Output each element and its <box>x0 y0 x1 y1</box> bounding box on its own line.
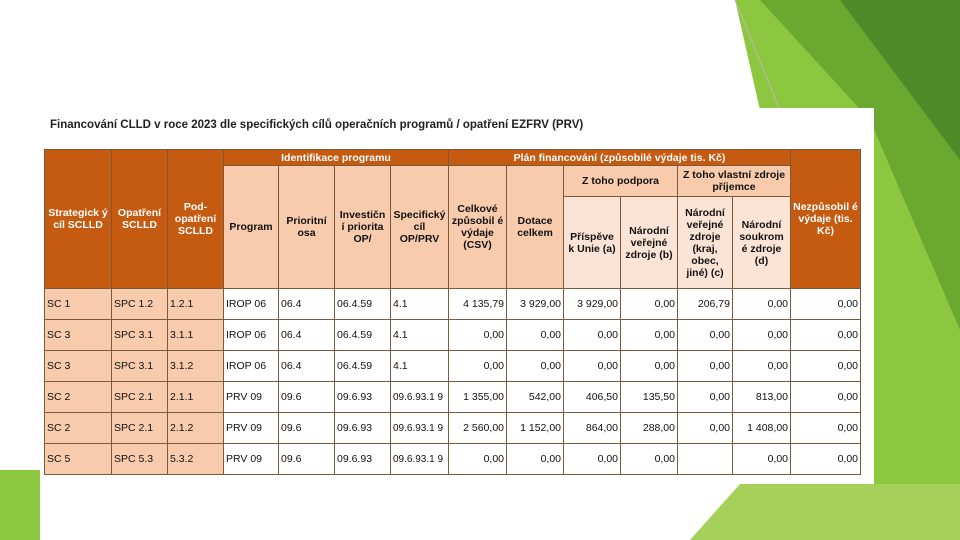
header-investment-priority: Investičn í priorita OP/ <box>335 166 391 289</box>
cell-program: IROP 06 <box>224 320 279 351</box>
header-national-public: Národní veřejné zdroje (b) <box>621 197 678 289</box>
cell-total-eligible: 2 560,00 <box>449 413 507 444</box>
table-row <box>45 320 861 351</box>
cell-subsidy-total: 0,00 <box>507 444 564 475</box>
header-sub-measure: Pod-opatření SCLLD <box>168 150 224 289</box>
cell-national-public-regional <box>678 444 733 475</box>
cell-total-eligible: 0,00 <box>449 320 507 351</box>
cell-investment-priority: 09.6.93 <box>335 413 391 444</box>
cell-subsidy-total: 0,00 <box>507 320 564 351</box>
cell-priority-axis: 09.6 <box>279 444 335 475</box>
cell-goal: SC 2 <box>45 413 112 444</box>
cell-national-public: 288,00 <box>621 413 678 444</box>
table-row <box>45 444 861 475</box>
cell-national-public: 0,00 <box>621 444 678 475</box>
cell-ineligible: 0,00 <box>791 351 861 382</box>
cell-priority-axis: 06.4 <box>279 289 335 320</box>
cell-goal: SC 1 <box>45 289 112 320</box>
cell-national-public-regional: 0,00 <box>678 413 733 444</box>
cell-ineligible: 0,00 <box>791 289 861 320</box>
header-plan-group: Plán financování (způsobilé výdaje tis. Kč) <box>449 150 791 166</box>
cell-measure: SPC 3.1 <box>112 320 168 351</box>
cell-total-eligible: 4 135,79 <box>449 289 507 320</box>
cell-national-public-regional: 0,00 <box>678 351 733 382</box>
header-support-group: Z toho podpora <box>564 166 678 197</box>
cell-specific-goal: 09.6.93.1 9 <box>391 444 449 475</box>
cell-investment-priority: 06.4.59 <box>335 320 391 351</box>
cell-priority-axis: 06.4 <box>279 320 335 351</box>
cell-national-public-regional: 0,00 <box>678 382 733 413</box>
header-national-private: Národní soukrom é zdroje (d) <box>733 197 791 289</box>
cell-subsidy-total: 542,00 <box>507 382 564 413</box>
header-subsidy-total: Dotace celkem <box>507 166 564 289</box>
cell-ineligible: 0,00 <box>791 444 861 475</box>
cell-national-public: 0,00 <box>621 351 678 382</box>
cell-national-public-regional: 206,79 <box>678 289 733 320</box>
cell-sub-measure: 3.1.2 <box>168 351 224 382</box>
header-strategic-goal: Strategick ý cíl SCLLD <box>45 150 112 289</box>
cell-goal: SC 5 <box>45 444 112 475</box>
cell-program: PRV 09 <box>224 444 279 475</box>
cell-goal: SC 3 <box>45 320 112 351</box>
cell-ineligible: 0,00 <box>791 413 861 444</box>
cell-sub-measure: 1.2.1 <box>168 289 224 320</box>
cell-specific-goal: 09.6.93.1 9 <box>391 382 449 413</box>
header-identification-group: Identifikace programu <box>224 150 449 166</box>
header-own-sources-group: Z toho vlastní zdroje příjemce <box>678 166 791 197</box>
cell-subsidy-total: 3 929,00 <box>507 289 564 320</box>
cell-eu-contribution: 864,00 <box>564 413 621 444</box>
cell-priority-axis: 06.4 <box>279 351 335 382</box>
header-priority-axis: Prioritní osa <box>279 166 335 289</box>
header-measure: Opatření SCLLD <box>112 150 168 289</box>
cell-national-private: 813,00 <box>733 382 791 413</box>
cell-program: IROP 06 <box>224 289 279 320</box>
financing-table <box>44 149 861 475</box>
cell-program: PRV 09 <box>224 413 279 444</box>
cell-national-public: 0,00 <box>621 289 678 320</box>
cell-investment-priority: 06.4.59 <box>335 289 391 320</box>
cell-national-private: 0,00 <box>733 351 791 382</box>
cell-national-private: 1 408,00 <box>733 413 791 444</box>
cell-national-public: 0,00 <box>621 320 678 351</box>
cell-subsidy-total: 1 152,00 <box>507 413 564 444</box>
cell-measure: SPC 3.1 <box>112 351 168 382</box>
cell-eu-contribution: 0,00 <box>564 444 621 475</box>
table-row <box>45 289 861 320</box>
cell-specific-goal: 4.1 <box>391 351 449 382</box>
cell-specific-goal: 4.1 <box>391 289 449 320</box>
green-shape-bottom <box>690 484 960 540</box>
cell-eu-contribution: 0,00 <box>564 320 621 351</box>
cell-measure: SPC 2.1 <box>112 382 168 413</box>
table-row <box>45 351 861 382</box>
cell-subsidy-total: 0,00 <box>507 351 564 382</box>
cell-investment-priority: 09.6.93 <box>335 444 391 475</box>
cell-national-public: 135,50 <box>621 382 678 413</box>
cell-measure: SPC 1.2 <box>112 289 168 320</box>
cell-priority-axis: 09.6 <box>279 413 335 444</box>
cell-measure: SPC 2.1 <box>112 413 168 444</box>
cell-eu-contribution: 3 929,00 <box>564 289 621 320</box>
cell-priority-axis: 09.6 <box>279 382 335 413</box>
header-total-eligible: Celkové způsobil é výdaje (CSV) <box>449 166 507 289</box>
cell-national-public-regional: 0,00 <box>678 320 733 351</box>
cell-sub-measure: 2.1.1 <box>168 382 224 413</box>
cell-total-eligible: 1 355,00 <box>449 382 507 413</box>
cell-sub-measure: 5.3.2 <box>168 444 224 475</box>
cell-investment-priority: 06.4.59 <box>335 351 391 382</box>
cell-specific-goal: 4.1 <box>391 320 449 351</box>
cell-national-private: 0,00 <box>733 289 791 320</box>
cell-national-private: 0,00 <box>733 444 791 475</box>
header-ineligible: Nezpůsobil é výdaje (tis. Kč) <box>791 150 861 289</box>
document-title: Financování CLLD v roce 2023 dle specifických cílů operačních programů / opatření EZFRV (PRV) <box>50 119 584 131</box>
cell-program: IROP 06 <box>224 351 279 382</box>
cell-sub-measure: 2.1.2 <box>168 413 224 444</box>
header-national-public-regional: Národní veřejné zdroje (kraj, obec, jiné) (c) <box>678 197 733 289</box>
cell-eu-contribution: 406,50 <box>564 382 621 413</box>
table-row <box>45 382 861 413</box>
cell-program: PRV 09 <box>224 382 279 413</box>
cell-goal: SC 3 <box>45 351 112 382</box>
cell-national-private: 0,00 <box>733 320 791 351</box>
cell-ineligible: 0,00 <box>791 382 861 413</box>
cell-ineligible: 0,00 <box>791 320 861 351</box>
cell-investment-priority: 09.6.93 <box>335 382 391 413</box>
cell-goal: SC 2 <box>45 382 112 413</box>
cell-total-eligible: 0,00 <box>449 444 507 475</box>
cell-eu-contribution: 0,00 <box>564 351 621 382</box>
cell-specific-goal: 09.6.93.1 9 <box>391 413 449 444</box>
header-program: Program <box>224 166 279 289</box>
cell-sub-measure: 3.1.1 <box>168 320 224 351</box>
cell-measure: SPC 5.3 <box>112 444 168 475</box>
table-row <box>45 413 861 444</box>
header-eu-contribution: Příspěve k Unie (a) <box>564 197 621 289</box>
header-specific-goal: Specifický cíl OP/PRV <box>391 166 449 289</box>
cell-total-eligible: 0,00 <box>449 351 507 382</box>
green-shape-bottom-left <box>0 470 40 540</box>
